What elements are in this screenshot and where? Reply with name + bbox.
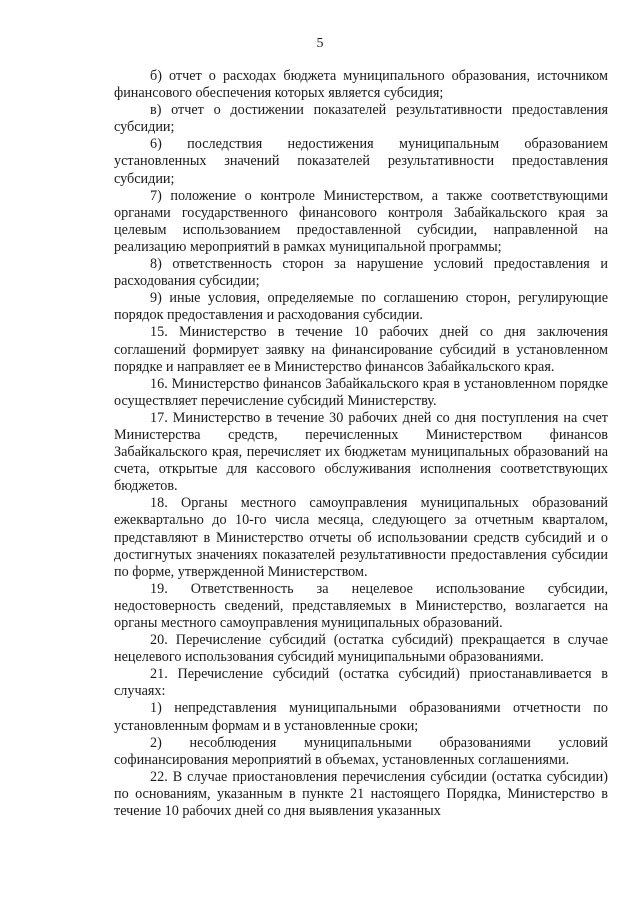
paragraph-item-15: 15. Министерство в течение 10 рабочих дней со дня заключения соглашений формирует заявку на финансирование субсидий в установленном порядке и направляет ее в Министерство финансов Забайкальского края. bbox=[114, 324, 608, 375]
paragraph-subitem-6: 6) последствия недостижения муниципальным образованием установленных значений показателей результативности предоставления субсидии; bbox=[114, 136, 608, 187]
paragraph-item-21-sub-2: 2) несоблюдения муниципальными образованиями условий софинансирования мероприятий в объемах, установленных соглашениями. bbox=[114, 734, 608, 768]
paragraph-item-22: 22. В случае приостановления перечисления субсидии (остатка субсидии) по основаниям, указанным в пункте 21 настоящего Порядка, Министерство в течение 10 рабочих дней со дня выявления указанных bbox=[114, 768, 608, 820]
paragraph-item-21: 21. Перечисление субсидий (остатка субсидий) приостанавливается в случаях: bbox=[114, 666, 608, 700]
page-number: 5 bbox=[316, 36, 324, 51]
paragraph-subitem-7: 7) положение о контроле Министерством, а также соответствующими органами государственного финансового контроля Забайкальского края за целевым использованием предоставленной субсидии, направленной на реализацию мероприятий в рамках муниципальной программы; bbox=[114, 187, 608, 255]
paragraph-subitem-v: в) отчет о достижении показателей результативности предоставления субсидии; bbox=[114, 102, 608, 136]
paragraph-subitem-8: 8) ответственность сторон за нарушение условий предоставления и расходования субсидии; bbox=[114, 256, 608, 290]
document-body bbox=[114, 68, 608, 820]
paragraph-item-18: 18. Органы местного самоуправления муниципальных образований ежеквартально до 10-го числа месяца, следующего за отчетным кварталом, представляют в Министерство отчеты об использовании средств субсидий и о достигнутых значениях показателей результативности предоставления субсидии по форме, утвержденной Министерством. bbox=[114, 495, 608, 580]
paragraph-item-20: 20. Перечисление субсидий (остатка субсидий) прекращается в случае нецелевого использования субсидий муниципальными образованиями. bbox=[114, 632, 608, 666]
paragraph-subitem-9: 9) иные условия, определяемые по соглашению сторон, регулирующие порядок предоставления и расходования субсидии. bbox=[114, 290, 608, 324]
paragraph-item-17: 17. Министерство в течение 30 рабочих дней со дня поступления на счет Министерства средств, перечисленных Министерством финансов Забайкальского края, перечисляет их бюджетам муниципальных образований на счета, открытые для кассового обслуживания исполнения соответствующих бюджетов. bbox=[114, 409, 608, 495]
paragraph-item-16: 16. Министерство финансов Забайкальского края в установленном порядке осуществляет перечисление субсидий Министерству. bbox=[114, 375, 608, 409]
paragraph-subitem-b: б) отчет о расходах бюджета муниципального образования, источником финансового обеспечения которых является субсидия; bbox=[114, 68, 608, 102]
paragraph-item-19: 19. Ответственность за нецелевое использование субсидии, недостоверность сведений, представляемых в Министерство, возлагается на органы местного самоуправления муниципальных образований. bbox=[114, 580, 608, 631]
paragraph-item-21-sub-1: 1) непредставления муниципальными образованиями отчетности по установленным формам и в установленные сроки; bbox=[114, 700, 608, 734]
